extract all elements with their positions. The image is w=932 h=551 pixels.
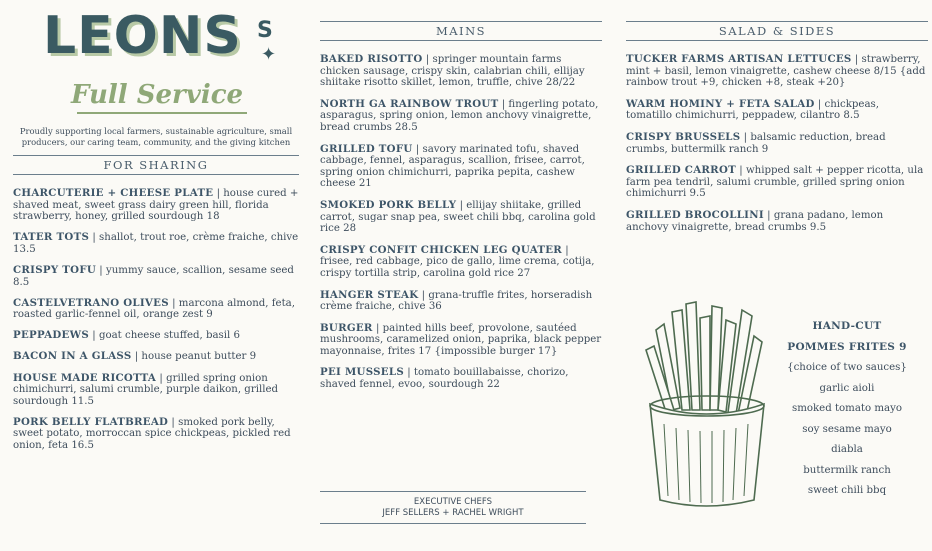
item-separator: |	[131, 351, 142, 363]
item-separator: |	[412, 143, 423, 155]
item-separator: |	[96, 264, 106, 276]
menu-item	[320, 144, 602, 190]
menu-item	[13, 232, 299, 255]
menu-item-description: grana-truffle frites, horseradish crème fraiche, chive 36	[320, 289, 593, 313]
menu-item-name: GRILLED BROCOLLINI	[626, 208, 764, 221]
menu-item	[320, 245, 602, 280]
menu-item-description: shallot, trout roe, crème fraiche, chive 13.5	[13, 232, 299, 255]
logo-s-mark: S	[257, 18, 273, 43]
menu-item	[13, 298, 299, 321]
menu-item-description: chickpeas, tomatillo chimichurri, peppadew, cilantro 8.5	[626, 98, 879, 122]
column-salad-sides	[626, 0, 928, 243]
menu-item-name: NORTH GA RAINBOW TROUT	[320, 97, 499, 110]
menu-item-name: CASTELVETRANO OLIVES	[13, 296, 169, 309]
item-separator: |	[168, 416, 179, 428]
menu-item-description: marcona almond, feta, roasted garlic-fennel oil, orange zest 9	[13, 297, 295, 321]
menu-item-name: WARM HOMINY + FETA SALAD	[626, 97, 815, 110]
menu-item	[13, 188, 299, 223]
sauce-choice-note: {choice of two sauces}	[787, 362, 907, 373]
menu-item-name: SMOKED PORK BELLY	[320, 198, 457, 211]
item-separator: |	[456, 199, 467, 211]
menu-item-description: springer mountain farms chicken sausage, crispy skin, calabrian chili, ellijay shiitake risotto skillet, lemon, truffle, chive 28/22	[320, 54, 585, 89]
menu-item-description: tomato bouillabaisse, chorizo, shaved fennel, evoo, sourdough 22	[320, 367, 569, 391]
item-separator: |	[562, 244, 569, 256]
menu-item-description: savory marinated tofu, shaved cabbage, fennel, asparagus, scallion, frisee, carrot, spring onion chimichurri, paprika pepita, cashew cheese 21	[320, 143, 585, 190]
chefs-title: EXECUTIVE CHEFS	[413, 497, 493, 507]
menu-item	[320, 323, 602, 358]
item-separator: |	[156, 372, 167, 384]
menu-item-description: balsamic reduction, bread crumbs, buttermilk ranch 9	[626, 131, 886, 155]
pommes-frites-block	[772, 316, 922, 502]
menu-item	[13, 417, 299, 452]
menu-item-name: CRISPY TOFU	[13, 263, 97, 276]
sauce-option: sweet chili bbq	[807, 485, 887, 496]
menu-item	[320, 367, 602, 390]
menu-item	[13, 351, 299, 363]
salad-list	[626, 54, 928, 233]
menu-item	[626, 99, 928, 122]
menu-item-name: TUCKER FARMS ARTISAN LETTUCES	[626, 53, 852, 65]
menu-item	[320, 54, 602, 89]
leons-logo	[13, 0, 299, 118]
sauce-option: garlic aioli	[819, 382, 875, 394]
item-separator: |	[740, 131, 751, 143]
menu-item-description: whipped salt + pepper ricotta, ula farm pea tendril, salumi crumble, grilled spring onion chimichurri 9.5	[626, 165, 924, 200]
item-separator: |	[763, 209, 774, 221]
logo-script: Full Service	[71, 80, 244, 110]
item-separator: |	[89, 232, 100, 244]
menu-item-description: ellijay shiitake, grilled carrot, sugar snap pea, sweet chili bbq, carolina gold rice 28	[320, 199, 596, 235]
item-separator: |	[372, 322, 383, 334]
menu-item-name: BURGER	[320, 321, 373, 334]
menu-item-name: CRISPY CONFIT CHICKEN LEG QUATER	[320, 243, 563, 256]
item-separator: |	[736, 165, 746, 177]
menu-item-name: BACON IN A GLASS	[13, 350, 132, 363]
menu-item-description: grilled spring onion chimichurri, salumi crumble, purple daikon, grilled sourdough 11.5	[13, 372, 279, 407]
item-separator: |	[213, 188, 224, 199]
menu-item-name: PEPPADEWS	[13, 329, 90, 342]
menu-item-description: frisee, red cabbage, pico de gallo, lime crema, cotija, crispy tortilla strip, carolina gold rice 27	[320, 256, 595, 279]
sparkle-icon: ✦	[261, 44, 277, 65]
menu-item-description: grana padano, lemon anchovy vinaigrette, bread crumbs 9.5	[626, 209, 884, 233]
item-separator: |	[814, 98, 825, 110]
item-separator: |	[498, 98, 509, 110]
item-separator: |	[418, 289, 429, 301]
item-separator: |	[851, 54, 862, 65]
menu-item	[13, 330, 299, 342]
menu-item-description: house cured + shaved meat, sweet grass dairy green hill, florida strawberry, honey, grilled sourdough 18	[13, 188, 299, 223]
menu-item-name: HANGER STEAK	[320, 288, 419, 301]
menu-item	[626, 165, 928, 200]
logo-underline	[77, 112, 247, 114]
menu-item-description: strawberry, mint + basil, lemon vinaigrette, cashew cheese 8/15 {add rainbow trout +9, chicken +8, steak +20}	[626, 54, 926, 89]
column-sharing	[13, 0, 299, 461]
column-mains	[320, 0, 602, 401]
pommes-title-2: POMMES FRITES 9	[787, 341, 907, 353]
sauce-option: diabla	[831, 444, 863, 455]
mains-list	[320, 54, 602, 391]
menu-item-name: GRILLED TOFU	[320, 142, 413, 155]
menu-item-name: CRISPY BRUSSELS	[626, 130, 741, 143]
menu-item-name: GRILLED CARROT	[626, 164, 737, 177]
section-title-salad: SALAD & SIDES	[626, 21, 928, 41]
menu-item	[626, 54, 928, 89]
sauce-list	[772, 358, 922, 502]
menu-item	[13, 373, 299, 408]
item-separator: |	[403, 367, 414, 379]
pommes-title-1: HAND-CUT	[812, 320, 882, 332]
fries-cup-illustration	[642, 300, 770, 510]
sharing-list	[13, 188, 299, 452]
menu-item-description: yummy sauce, scallion, sesame seed 8.5	[13, 264, 294, 288]
menu-item	[626, 132, 928, 155]
menu-item-name: HOUSE MADE RICOTTA	[13, 371, 157, 384]
menu-item-description: smoked pork belly, sweet potato, morroccan spice chickpeas, pickled red onion, feta 16.5	[13, 416, 291, 451]
sauce-option: soy sesame mayo	[802, 423, 892, 435]
executive-chefs	[320, 491, 586, 524]
item-separator: |	[89, 330, 99, 342]
menu-item-name: PEI MUSSELS	[320, 366, 404, 379]
menu-item	[320, 290, 602, 313]
sauce-option: buttermilk ranch	[803, 464, 891, 476]
item-separator: |	[168, 297, 179, 309]
menu-item	[320, 200, 602, 235]
tagline: Proudly supporting local farmers, sustainable agriculture, small producers, our caring team, community, and the giving kitchen	[19, 126, 293, 147]
chefs-names: JEFF SELLERS + RACHEL WRIGHT	[382, 508, 524, 518]
section-title-sharing: FOR SHARING	[13, 155, 299, 175]
menu-item-name: BAKED RISOTTO	[320, 53, 423, 65]
menu-item	[13, 265, 299, 288]
menu-item	[320, 99, 602, 134]
item-separator: |	[422, 54, 433, 65]
menu-item	[626, 210, 928, 233]
logo-wordmark: LEONS	[43, 6, 242, 66]
menu-item-name: PORK BELLY FLATBREAD	[13, 415, 169, 428]
section-title-mains: MAINS	[320, 21, 602, 41]
menu-item-description: goat cheese stuffed, basil 6	[98, 330, 241, 342]
sauce-option: smoked tomato mayo	[791, 403, 903, 414]
menu-item-description: fingerling potato, asparagus, spring onion, lemon anchovy vinaigrette, bread crumbs 28.5	[320, 98, 599, 133]
menu-item-name: CHARCUTERIE + CHEESE PLATE	[13, 187, 214, 199]
menu-item-description: house peanut butter 9	[141, 351, 257, 363]
menu-item-description: painted hills beef, provolone, sautéed mushrooms, caramelized onion, paprika, black pepper mayonnaise, frites 17 {impossible burger 17}	[320, 322, 602, 357]
menu-item-name: TATER TOTS	[13, 231, 90, 244]
